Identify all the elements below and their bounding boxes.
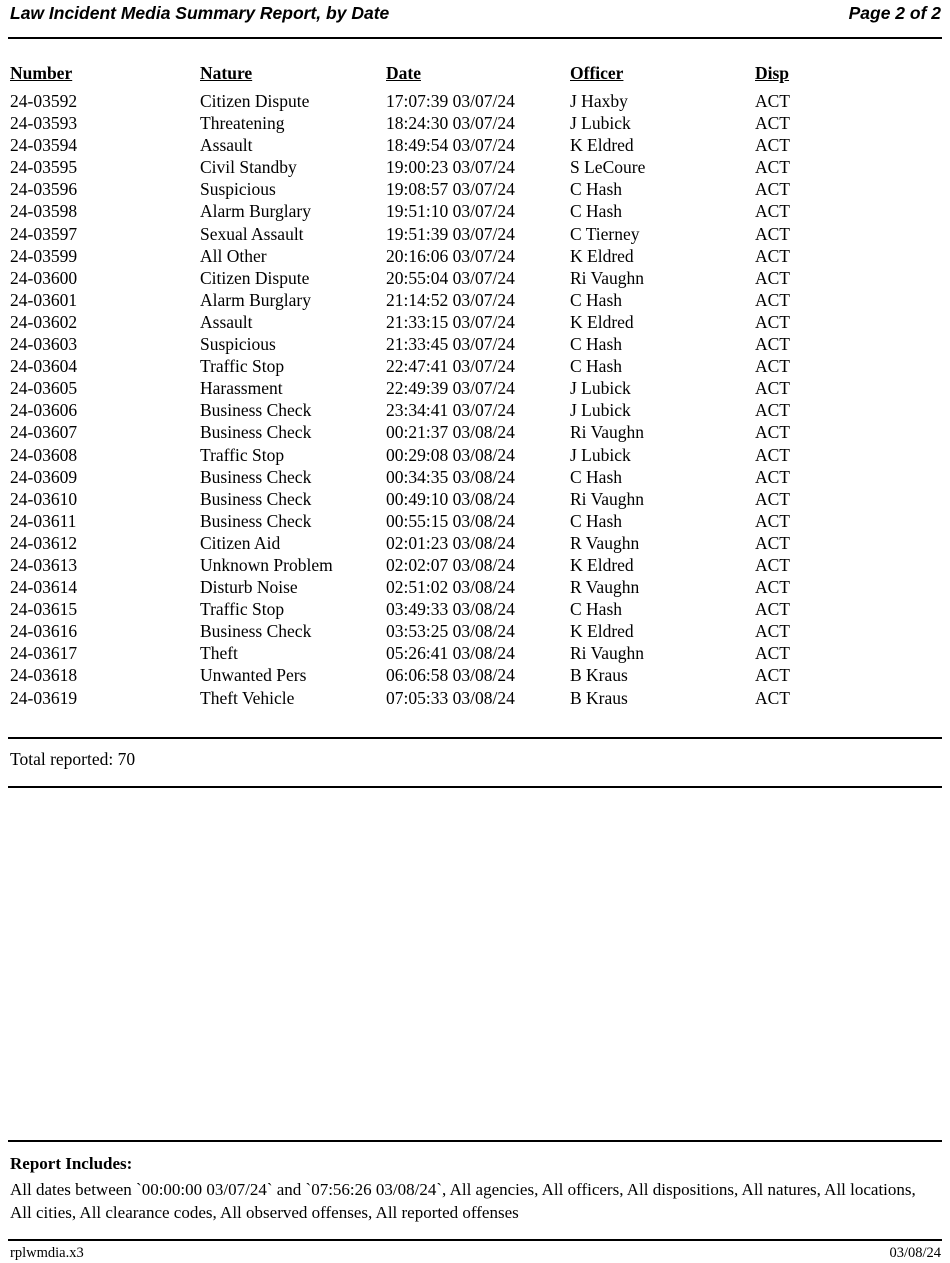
column-header-nature: Nature (200, 63, 253, 83)
column-header-number: Number (10, 63, 73, 83)
cell-officer: R Vaughn (570, 532, 640, 553)
cell-officer: K Eldred (570, 311, 634, 332)
cell-number: 24-03602 (10, 311, 78, 332)
cell-nature: Threatening (200, 113, 285, 134)
cell-date: 17:07:39 03/07/24 (386, 91, 515, 111)
cell-nature: Suspicious (200, 179, 276, 200)
cell-number: 24-03599 (10, 245, 78, 266)
cell-officer: J Lubick (570, 378, 631, 399)
table-row (10, 223, 942, 245)
cell-officer: R Vaughn (570, 577, 640, 598)
cell-officer: Ri Vaughn (570, 267, 645, 288)
cell-disp: ACT (755, 179, 790, 200)
cell-disp: ACT (755, 577, 790, 598)
cell-date: 21:33:45 03/07/24 (386, 334, 515, 355)
cell-disp: ACT (755, 245, 790, 266)
table-row (10, 421, 942, 443)
table-row (10, 112, 942, 134)
cell-officer: B Kraus (570, 665, 628, 686)
cell-nature: Theft Vehicle (200, 687, 295, 708)
table-row (10, 444, 942, 466)
cell-date: 19:00:23 03/07/24 (386, 157, 515, 178)
table-row (10, 642, 942, 664)
footer-divider (8, 1239, 942, 1241)
total-reported-value: 70 (117, 749, 136, 769)
column-header-disp: Disp (755, 63, 790, 83)
cell-date: 21:33:15 03/07/24 (386, 311, 515, 332)
cell-number: 24-03615 (10, 599, 78, 620)
table-row (10, 377, 942, 399)
cell-number: 24-03601 (10, 289, 78, 310)
cell-date: 02:02:07 03/08/24 (386, 554, 515, 575)
total-reported-label: Total reported: (10, 749, 114, 769)
cell-nature: Unwanted Pers (200, 665, 307, 686)
table-row (10, 488, 942, 510)
cell-date: 00:55:15 03/08/24 (386, 510, 515, 531)
cell-number: 24-03594 (10, 135, 78, 156)
cell-date: 00:29:08 03/08/24 (386, 444, 515, 465)
cell-date: 21:14:52 03/07/24 (386, 289, 515, 310)
cell-nature: Traffic Stop (200, 356, 285, 377)
cell-number: 24-03611 (10, 510, 77, 531)
table-row (10, 200, 942, 222)
table-header-row (10, 62, 942, 90)
column-header-date: Date (386, 63, 421, 83)
cell-nature: Theft (200, 643, 238, 664)
cell-date: 03:53:25 03/08/24 (386, 621, 515, 642)
cell-number: 24-03607 (10, 422, 78, 443)
cell-disp: ACT (755, 356, 790, 377)
cell-nature: Citizen Dispute (200, 91, 310, 111)
cell-officer: C Hash (570, 289, 623, 310)
total-reported-line (10, 749, 135, 770)
cell-officer: C Hash (570, 599, 623, 620)
cell-date: 18:24:30 03/07/24 (386, 113, 515, 134)
cell-number: 24-03598 (10, 201, 78, 222)
cell-officer: K Eldred (570, 554, 634, 575)
cell-date: 20:55:04 03/07/24 (386, 267, 515, 288)
cell-number: 24-03595 (10, 157, 78, 178)
cell-nature: Traffic Stop (200, 599, 285, 620)
header-divider (8, 37, 942, 39)
cell-officer: C Hash (570, 356, 623, 377)
cell-officer: C Tierney (570, 223, 640, 244)
page-title: Law Incident Media Summary Report, by Date (10, 3, 390, 23)
cell-date: 18:49:54 03/07/24 (386, 135, 515, 156)
cell-number: 24-03592 (10, 91, 78, 111)
cell-disp: ACT (755, 665, 790, 686)
cell-date: 20:16:06 03/07/24 (386, 245, 515, 266)
report-includes-heading: Report Includes: (10, 1154, 133, 1173)
cell-disp: ACT (755, 621, 790, 642)
cell-number: 24-03618 (10, 665, 78, 686)
table-row (10, 90, 942, 112)
cell-date: 22:49:39 03/07/24 (386, 378, 515, 399)
report-header (10, 3, 941, 24)
incident-table (10, 62, 942, 709)
cell-number: 24-03609 (10, 466, 78, 487)
page-indicator: Page 2 of 2 (848, 3, 941, 23)
cell-number: 24-03597 (10, 223, 78, 244)
cell-number: 24-03603 (10, 334, 78, 355)
cell-officer: J Lubick (570, 400, 631, 421)
cell-number: 24-03616 (10, 621, 78, 642)
cell-number: 24-03600 (10, 267, 78, 288)
table-row (10, 620, 942, 642)
cell-disp: ACT (755, 422, 790, 443)
cell-nature: Assault (200, 311, 253, 332)
table-row (10, 289, 942, 311)
cell-disp: ACT (755, 157, 790, 178)
cell-nature: Alarm Burglary (200, 201, 311, 222)
cell-officer: J Lubick (570, 113, 631, 134)
cell-disp: ACT (755, 223, 790, 244)
cell-disp: ACT (755, 643, 790, 664)
cell-disp: ACT (755, 488, 790, 509)
cell-disp: ACT (755, 378, 790, 399)
page-footer (10, 1245, 941, 1262)
table-row (10, 598, 942, 620)
cell-disp: ACT (755, 289, 790, 310)
cell-date: 02:01:23 03/08/24 (386, 532, 515, 553)
cell-disp: ACT (755, 444, 790, 465)
cell-number: 24-03605 (10, 378, 78, 399)
table-bottom-divider (8, 737, 942, 739)
cell-nature: Citizen Aid (200, 532, 281, 553)
cell-disp: ACT (755, 201, 790, 222)
cell-officer: Ri Vaughn (570, 488, 645, 509)
column-header-officer: Officer (570, 63, 624, 83)
cell-officer: C Hash (570, 510, 623, 531)
cell-disp: ACT (755, 113, 790, 134)
cell-number: 24-03608 (10, 444, 78, 465)
report-includes-section (10, 1153, 940, 1224)
table-row (10, 466, 942, 488)
footer-report-id: rplwmdia.x3 (10, 1245, 84, 1261)
cell-date: 03:49:33 03/08/24 (386, 599, 515, 620)
cell-nature: Business Check (200, 466, 312, 487)
cell-number: 24-03596 (10, 179, 78, 200)
table-row (10, 245, 942, 267)
cell-nature: Business Check (200, 510, 312, 531)
cell-number: 24-03610 (10, 488, 78, 509)
table-row (10, 355, 942, 377)
cell-officer: C Hash (570, 334, 623, 355)
table-body (10, 90, 942, 709)
cell-disp: ACT (755, 554, 790, 575)
cell-disp: ACT (755, 334, 790, 355)
cell-date: 23:34:41 03/07/24 (386, 400, 515, 421)
cell-number: 24-03617 (10, 643, 78, 664)
cell-nature: Unknown Problem (200, 554, 333, 575)
cell-nature: Sexual Assault (200, 223, 304, 244)
cell-number: 24-03612 (10, 532, 78, 553)
cell-number: 24-03613 (10, 554, 78, 575)
cell-disp: ACT (755, 267, 790, 288)
cell-officer: B Kraus (570, 687, 628, 708)
totals-bottom-divider (8, 786, 942, 788)
cell-nature: Business Check (200, 400, 312, 421)
table-row (10, 134, 942, 156)
table-row (10, 510, 942, 532)
cell-officer: K Eldred (570, 135, 634, 156)
cell-disp: ACT (755, 311, 790, 332)
cell-disp: ACT (755, 687, 790, 708)
cell-date: 00:49:10 03/08/24 (386, 488, 515, 509)
cell-disp: ACT (755, 532, 790, 553)
table-row (10, 311, 942, 333)
cell-date: 19:51:10 03/07/24 (386, 201, 515, 222)
table-row (10, 267, 942, 289)
cell-disp: ACT (755, 400, 790, 421)
cell-nature: Civil Standby (200, 157, 297, 178)
cell-date: 19:08:57 03/07/24 (386, 179, 515, 200)
cell-officer: K Eldred (570, 621, 634, 642)
report-includes-top-divider (8, 1140, 942, 1142)
table-row (10, 532, 942, 554)
cell-nature: Traffic Stop (200, 444, 285, 465)
cell-nature: Harassment (200, 378, 283, 399)
cell-officer: J Haxby (570, 91, 628, 111)
cell-officer: Ri Vaughn (570, 643, 645, 664)
table-row (10, 178, 942, 200)
cell-nature: Alarm Burglary (200, 289, 311, 310)
cell-date: 07:05:33 03/08/24 (386, 687, 515, 708)
cell-nature: Business Check (200, 488, 312, 509)
cell-number: 24-03619 (10, 687, 78, 708)
table-header (10, 62, 942, 90)
cell-officer: C Hash (570, 466, 623, 487)
cell-disp: ACT (755, 599, 790, 620)
cell-disp: ACT (755, 135, 790, 156)
cell-officer: K Eldred (570, 245, 634, 266)
cell-date: 02:51:02 03/08/24 (386, 577, 515, 598)
table-row (10, 156, 942, 178)
cell-number: 24-03606 (10, 400, 78, 421)
cell-date: 06:06:58 03/08/24 (386, 665, 515, 686)
cell-date: 05:26:41 03/08/24 (386, 643, 515, 664)
cell-date: 00:21:37 03/08/24 (386, 422, 515, 443)
cell-disp: ACT (755, 91, 790, 111)
cell-number: 24-03614 (10, 577, 78, 598)
cell-disp: ACT (755, 466, 790, 487)
cell-officer: Ri Vaughn (570, 422, 645, 443)
footer-date: 03/08/24 (889, 1245, 941, 1261)
cell-nature: All Other (200, 245, 267, 266)
report-includes-body: All dates between `00:00:00 03/07/24` and `07:56:26 03/08/24`, All agencies, All officers, All dispositions, All natures, All locations, All cities, All clearance codes, All observed offenses, All reported offenses (10, 1180, 916, 1222)
table-row (10, 687, 942, 709)
table-row (10, 333, 942, 355)
cell-date: 19:51:39 03/07/24 (386, 223, 515, 244)
cell-nature: Business Check (200, 422, 312, 443)
cell-officer: C Hash (570, 179, 623, 200)
cell-number: 24-03604 (10, 356, 78, 377)
cell-date: 22:47:41 03/07/24 (386, 356, 515, 377)
cell-nature: Business Check (200, 621, 312, 642)
cell-number: 24-03593 (10, 113, 78, 134)
table-row (10, 399, 942, 421)
cell-nature: Assault (200, 135, 253, 156)
cell-date: 00:34:35 03/08/24 (386, 466, 515, 487)
cell-officer: C Hash (570, 201, 623, 222)
table-row (10, 554, 942, 576)
cell-officer: S LeCoure (570, 157, 646, 178)
table-row (10, 576, 942, 598)
table-row (10, 664, 942, 686)
cell-disp: ACT (755, 510, 790, 531)
cell-nature: Disturb Noise (200, 577, 298, 598)
cell-officer: J Lubick (570, 444, 631, 465)
cell-nature: Suspicious (200, 334, 276, 355)
cell-nature: Citizen Dispute (200, 267, 310, 288)
